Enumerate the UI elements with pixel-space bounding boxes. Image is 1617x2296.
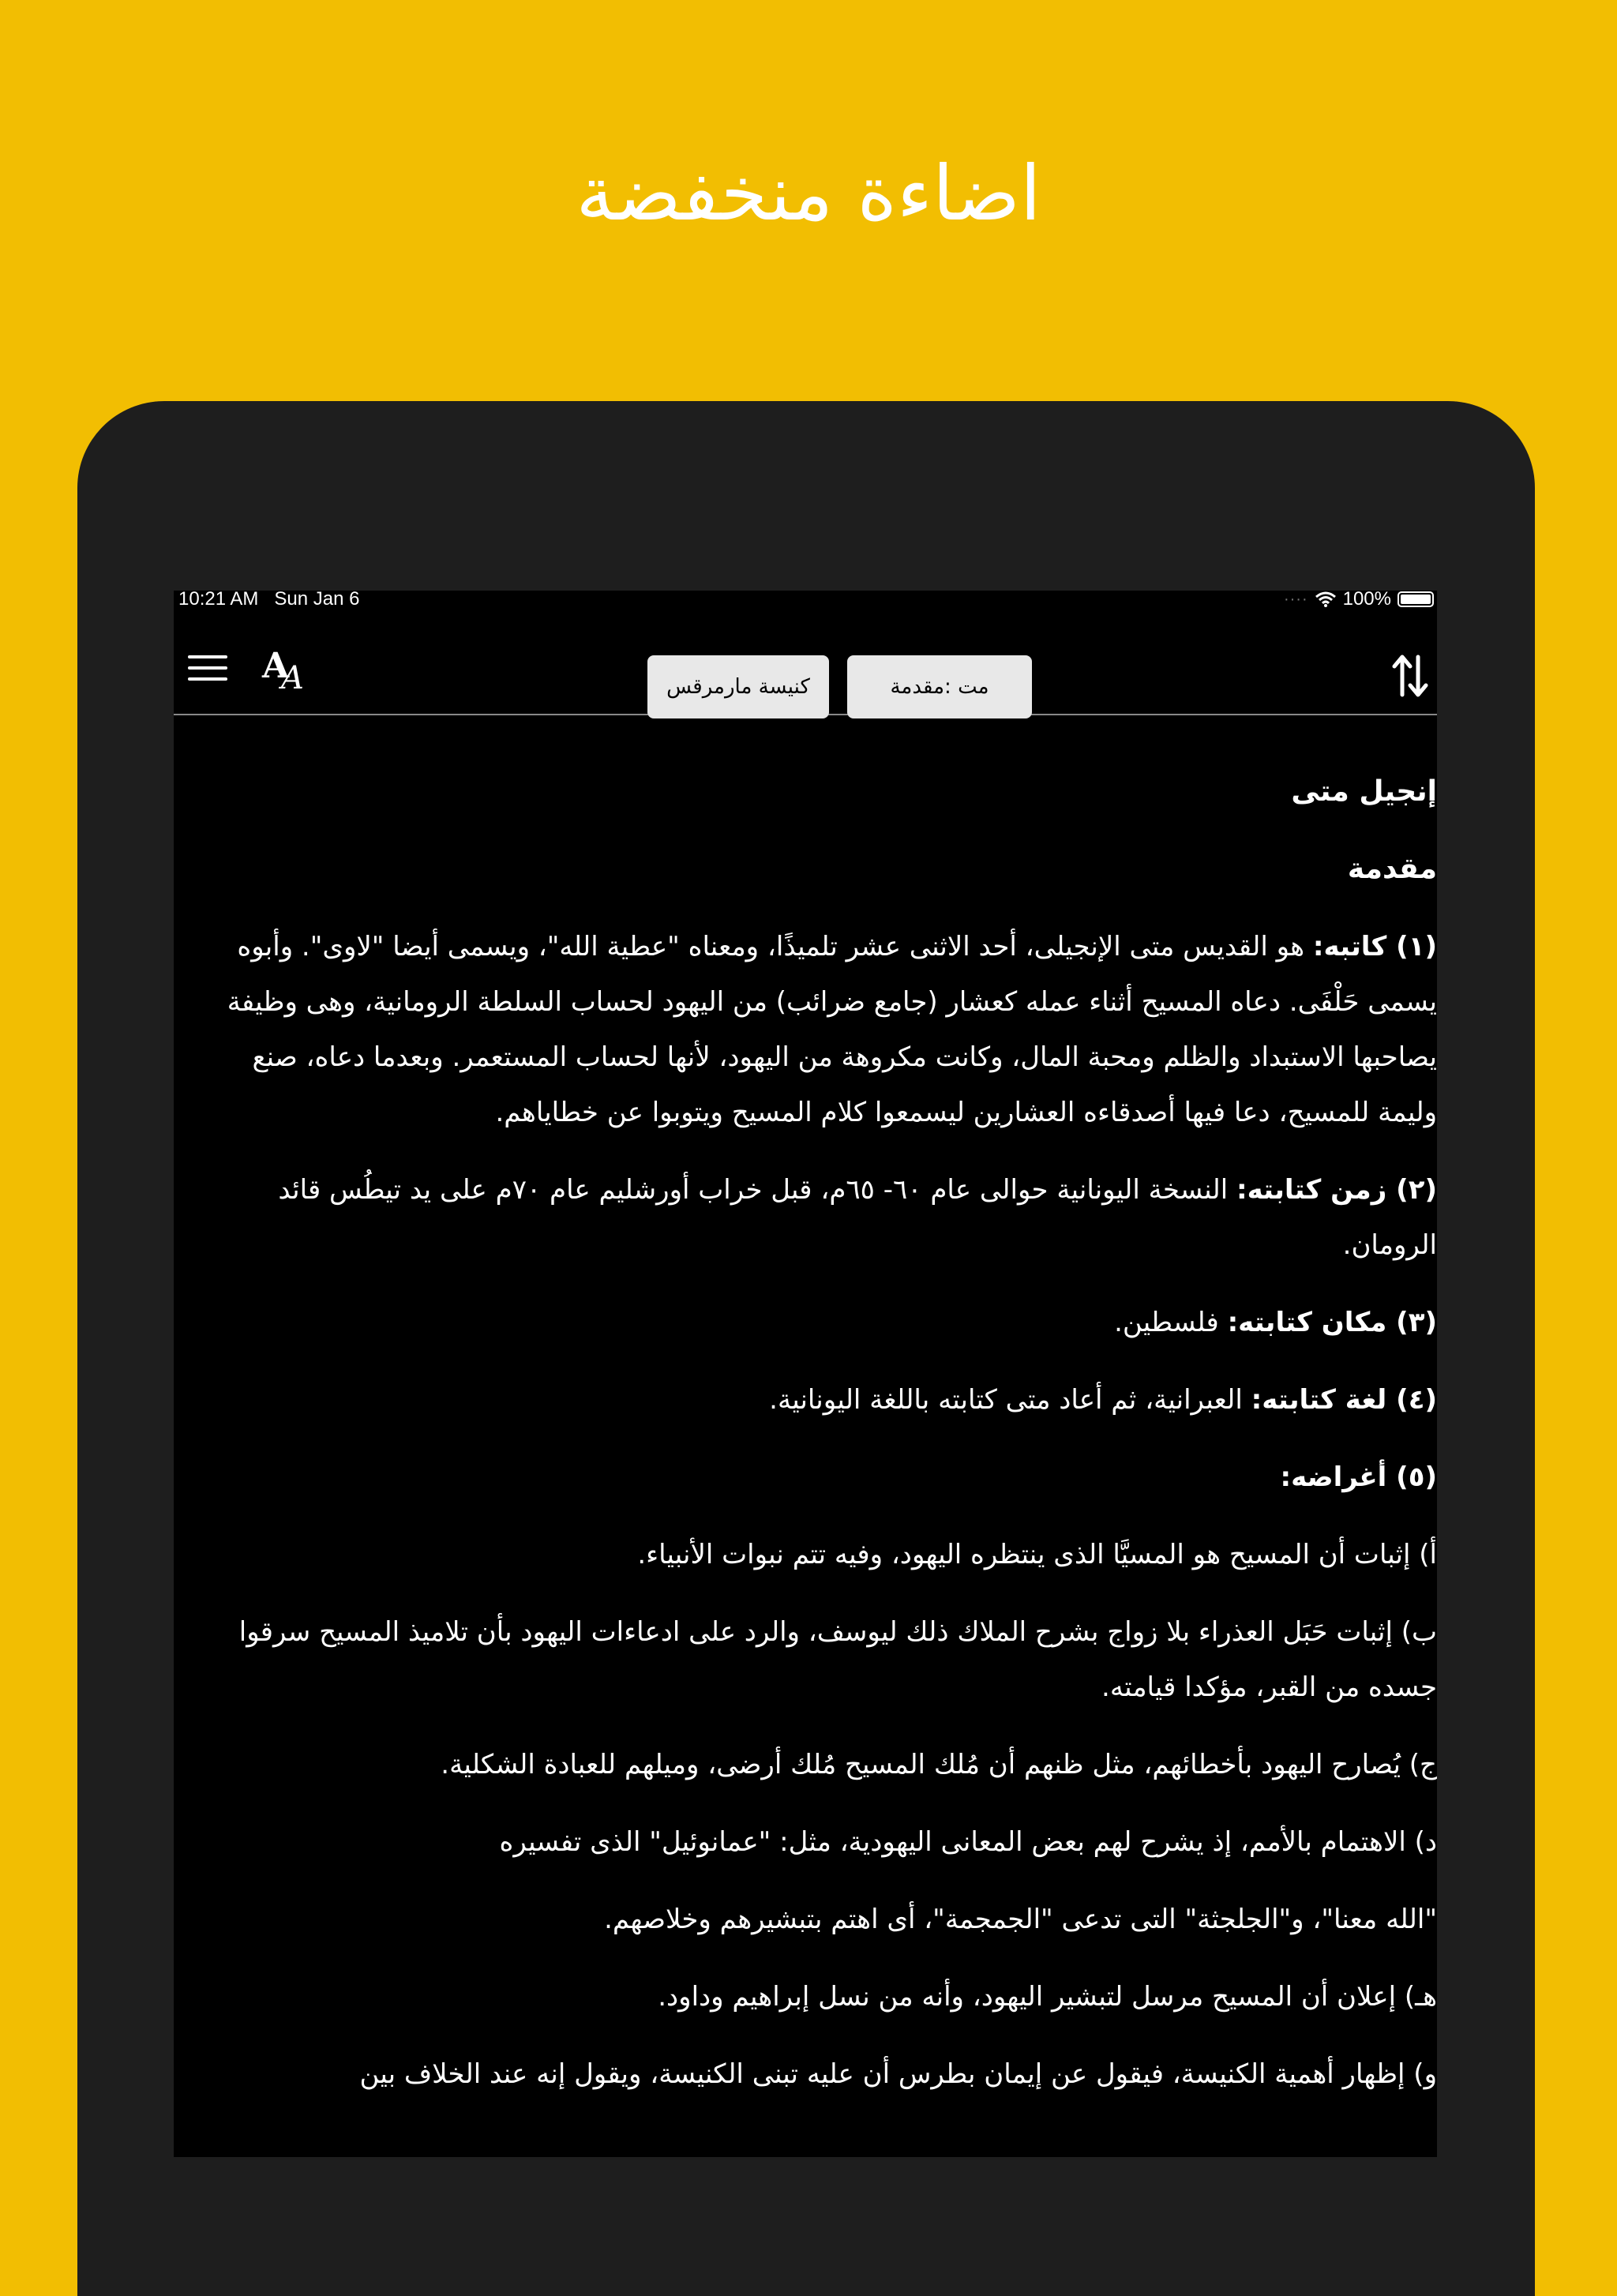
church-selector-button[interactable]: كنيسة مارمرقس xyxy=(647,655,829,718)
paragraph-place xyxy=(189,1295,1437,1350)
purpose-item-f: و) إظهار أهمية الكنيسة، فيقول عن إيمان بطرس أن عليه تبنى الكنيسة، ويقول إنه عند الخلاف بين xyxy=(359,2058,1437,2090)
paragraph-date xyxy=(189,1162,1437,1273)
purpose-item-b: ب) إثبات حَبَل العذراء بلا زواج بشرح الملاك ذلك ليوسف، والرد على ادعاءات اليهود بأن تلاميذ المسيح سرقوا جسده من القبر، مؤكدا قيامته. xyxy=(238,1616,1437,1703)
date-text: النسخة اليونانية حوالى عام ٦٠- ٦٥م، قبل خراب أورشليم عام ٧٠م على يد تيطُس قائد الرومان. xyxy=(278,1174,1437,1261)
place-label: (٣) مكان كتابته: xyxy=(1227,1307,1437,1338)
place-text: فلسطين. xyxy=(1114,1307,1228,1338)
reading-content xyxy=(189,764,1437,2124)
purpose-item-d-line2: "الله معنا"، و"الجلجثة" التى تدعى "الجمجمة"، أى اهتم بتبشيرهم وخلاصهم. xyxy=(604,1904,1437,1935)
author-text: هو القديس متى الإنجيلى، أحد الاثنى عشر تلميذًا، ومعناه "عطية الله"، ويسمى أيضا "لاوى". وأبوه يسمى حَلْفَى. دعاه المسيح أثناء عمله كعشار (جامع ضرائب) من اليهود لحساب السلطة الرومانية، وهى وظيفة يصاحبها الاستبداد والظلم ومحبة المال، وكانت مكروهة من اليهود، لأنها لحساب المستعمر. وبعدما دعاه، صنع وليمة للمسيح، دعا فيها أصدقاءه العشارين ليسمعوا كلام المسيح ويتوبوا عن خطاياهم. xyxy=(227,931,1437,1128)
language-text: العبرانية، ثم أعاد متى كتابته باللغة اليونانية. xyxy=(769,1384,1251,1416)
font-size-icon[interactable]: A A xyxy=(262,646,304,696)
status-date: Sun Jan 6 xyxy=(274,591,360,610)
status-time-date xyxy=(178,591,376,608)
book-title: إنجيل متى xyxy=(1291,775,1437,808)
status-indicators xyxy=(1284,591,1434,608)
purpose-item-d-line1: د) الاهتمام بالأمم، إذ يشرح لهم بعض المعانى اليهودية، مثل: "عمانوئيل" الذى تفسيره xyxy=(499,1826,1437,1858)
hamburger-menu-icon[interactable] xyxy=(188,655,227,687)
swap-arrows-icon[interactable] xyxy=(1390,651,1431,701)
signal-icon: ···· xyxy=(1283,591,1308,608)
app-screen xyxy=(174,591,1437,2157)
battery-fill xyxy=(1401,595,1431,604)
promo-title: اضاءة منخفضة xyxy=(576,149,1041,238)
battery-percent: 100% xyxy=(1342,591,1391,610)
section-title: مقدمة xyxy=(1347,853,1437,885)
language-label: (٤) لغة كتابته: xyxy=(1251,1384,1437,1416)
status-bar xyxy=(174,591,1437,608)
status-time: 10:21 AM xyxy=(178,591,259,610)
wifi-icon xyxy=(1315,591,1337,607)
purpose-item-c: ج) يُصارح اليهود بأخطائهم، مثل ظنهم أن مُلك المسيح مُلك أرضى، وميلهم للعبادة الشكلية. xyxy=(441,1749,1437,1780)
battery-icon xyxy=(1398,591,1434,607)
date-label: (٢) زمن كتابته: xyxy=(1236,1174,1437,1206)
purpose-item-a: أ) إثبات أن المسيح هو المسيَّا الذى ينتظره اليهود، وفيه تتم نبوات الأنبياء. xyxy=(637,1539,1437,1570)
purposes-label: (٥) أغراضه: xyxy=(1280,1461,1437,1493)
paragraph-language xyxy=(189,1372,1437,1427)
author-label: (١) كاتبه: xyxy=(1312,931,1437,962)
paragraph-purposes xyxy=(189,1450,1437,1505)
purpose-item-e: هـ) إعلان أن المسيح مرسل لتبشير اليهود، وأنه من نسل إبراهيم وداود. xyxy=(658,1981,1437,2013)
chapter-selector-button[interactable]: مت :مقدمة xyxy=(847,655,1032,718)
paragraph-author xyxy=(189,919,1437,1140)
top-toolbar xyxy=(174,632,1437,715)
